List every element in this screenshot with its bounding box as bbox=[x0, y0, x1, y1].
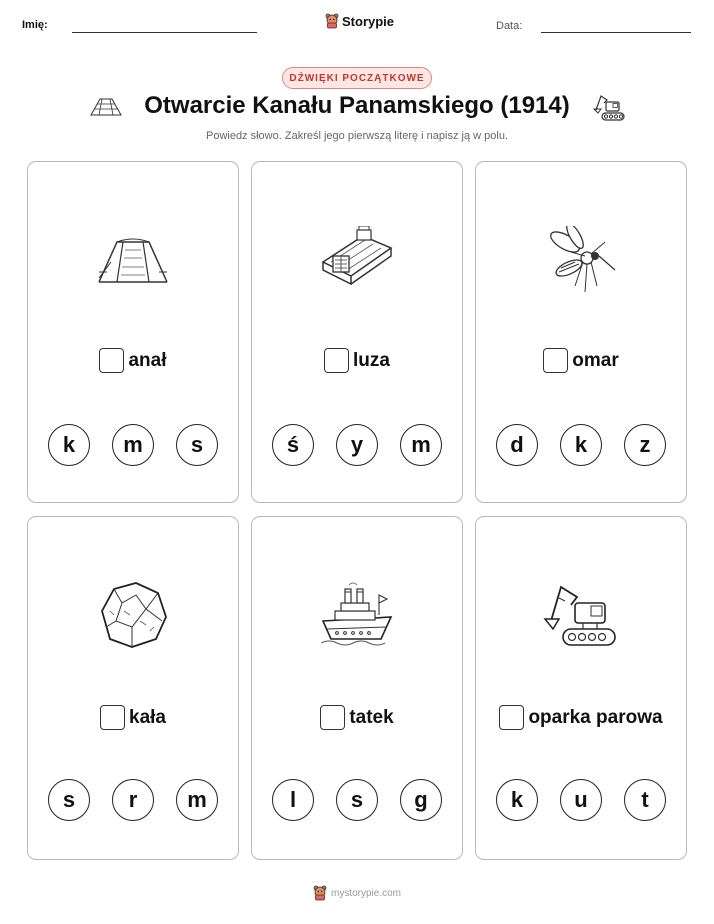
name-label: Imię: bbox=[22, 19, 48, 31]
letter-choice[interactable]: m bbox=[176, 779, 218, 821]
letter-choice[interactable]: d bbox=[496, 424, 538, 466]
answer-box[interactable] bbox=[499, 705, 524, 730]
bear-icon bbox=[313, 885, 327, 901]
letter-choice[interactable]: u bbox=[560, 779, 602, 821]
letter-choice[interactable]: s bbox=[48, 779, 90, 821]
letter-choices bbox=[252, 779, 462, 821]
word-fragment: oparka parowa bbox=[528, 706, 663, 728]
date-field[interactable] bbox=[541, 32, 691, 33]
exercise-card bbox=[251, 516, 463, 860]
letter-choice[interactable]: l bbox=[272, 779, 314, 821]
instruction-text: Powiedz słowo. Zakreśl jego pierwszą literę i napisz ją w polu. bbox=[205, 130, 509, 142]
excavator-icon bbox=[592, 92, 626, 122]
letter-choice[interactable]: r bbox=[112, 779, 154, 821]
answer-box[interactable] bbox=[543, 348, 568, 373]
ship-icon bbox=[321, 581, 393, 647]
exercise-card bbox=[27, 161, 239, 503]
letter-choice[interactable]: ś bbox=[272, 424, 314, 466]
letter-choices bbox=[28, 424, 238, 466]
letter-choice[interactable]: m bbox=[400, 424, 442, 466]
answer-box[interactable] bbox=[320, 705, 345, 730]
word-row bbox=[476, 348, 686, 373]
word-row bbox=[252, 348, 462, 373]
letter-choice[interactable]: g bbox=[400, 779, 442, 821]
word-fragment: omar bbox=[572, 349, 619, 371]
letter-choice[interactable]: y bbox=[336, 424, 378, 466]
mosquito-icon bbox=[545, 226, 617, 294]
category-badge: DŹWIĘKI POCZĄTKOWE bbox=[282, 67, 432, 89]
word-fragment: tatek bbox=[349, 706, 394, 728]
exercise-card bbox=[27, 516, 239, 860]
letter-choice[interactable]: s bbox=[176, 424, 218, 466]
letter-choice[interactable]: z bbox=[624, 424, 666, 466]
word-row bbox=[476, 705, 686, 730]
exercise-card bbox=[475, 161, 687, 503]
word-fragment: anał bbox=[128, 349, 167, 371]
worksheet-header bbox=[0, 0, 714, 50]
letter-choices bbox=[252, 424, 462, 466]
letter-choice[interactable]: k bbox=[496, 779, 538, 821]
word-fragment: luza bbox=[353, 349, 390, 371]
letter-choice[interactable]: m bbox=[112, 424, 154, 466]
footer bbox=[0, 885, 714, 901]
canal-icon bbox=[97, 234, 169, 286]
answer-box[interactable] bbox=[99, 348, 124, 373]
letter-choice[interactable]: k bbox=[48, 424, 90, 466]
date-label: Data: bbox=[496, 20, 523, 32]
page-title: Otwarcie Kanału Panamskiego (1914) bbox=[144, 92, 570, 119]
brand-logo bbox=[325, 13, 394, 29]
lock-icon bbox=[319, 226, 395, 286]
bear-icon bbox=[325, 13, 339, 29]
answer-box[interactable] bbox=[324, 348, 349, 373]
letter-choices bbox=[28, 779, 238, 821]
answer-box[interactable] bbox=[100, 705, 125, 730]
name-field[interactable] bbox=[72, 32, 257, 33]
exercise-card bbox=[251, 161, 463, 503]
word-row bbox=[28, 705, 238, 730]
word-row bbox=[28, 348, 238, 373]
rock-icon bbox=[96, 581, 170, 649]
word-fragment: kała bbox=[129, 706, 166, 728]
word-row bbox=[252, 705, 462, 730]
letter-choice[interactable]: t bbox=[624, 779, 666, 821]
excavator-icon bbox=[543, 581, 619, 649]
letter-choice[interactable]: k bbox=[560, 424, 602, 466]
footer-url[interactable]: mystorypie.com bbox=[330, 887, 401, 899]
brand-name: Storypie bbox=[342, 13, 395, 29]
letter-choice[interactable]: s bbox=[336, 779, 378, 821]
exercise-card bbox=[475, 516, 687, 860]
letter-choices bbox=[476, 424, 686, 466]
letter-choices bbox=[476, 779, 686, 821]
